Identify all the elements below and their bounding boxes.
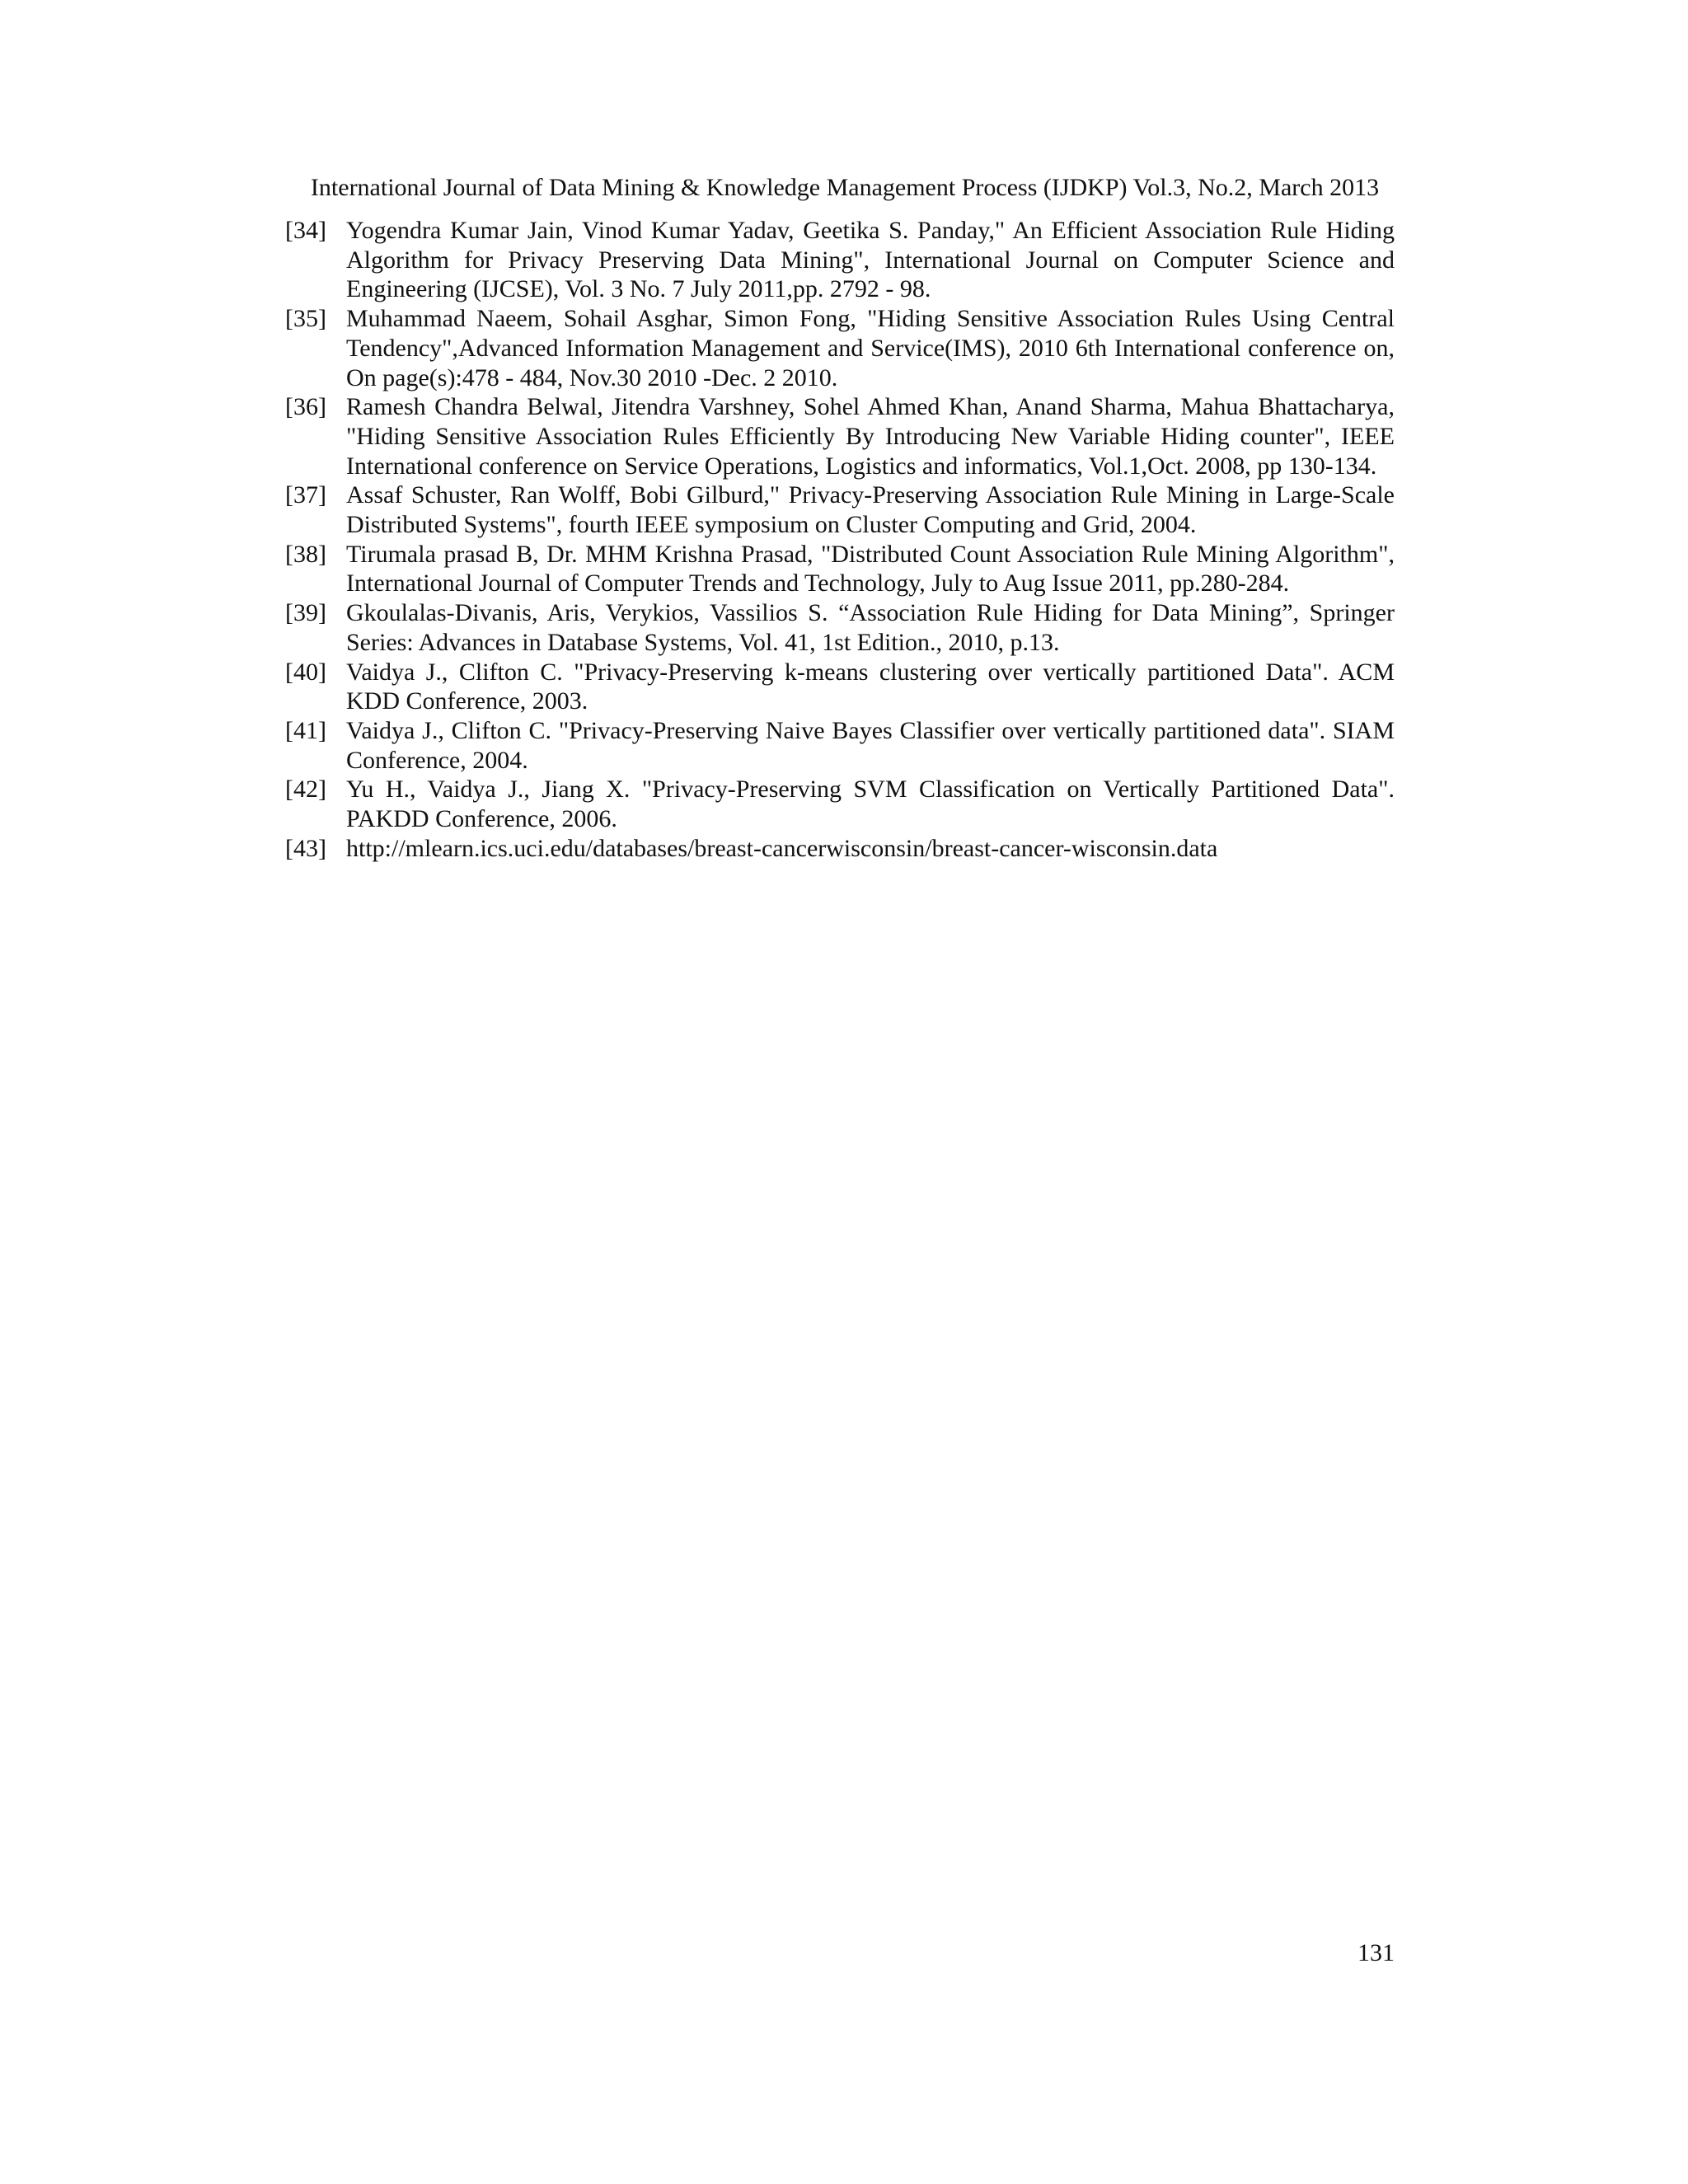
reference-item: [285, 658, 1395, 716]
reference-number: [34]: [285, 217, 326, 244]
reference-item: [285, 480, 1395, 539]
reference-number: [39]: [285, 599, 326, 627]
reference-text: Assaf Schuster, Ran Wolff, Bobi Gilburd," Privacy-Preserving Association Rule Mining in Large-Scale Distributed Systems", fourth IEEE symposium on Cluster Computing and Grid, 2004.: [346, 481, 1395, 539]
reference-text: Yu H., Vaidya J., Jiang X. "Privacy-Preserving SVM Classification on Vertically Partitioned Data". PAKDD Conference, 2006.: [346, 776, 1395, 833]
reference-item: [285, 598, 1395, 657]
reference-text: Muhammad Naeem, Sohail Asghar, Simon Fong, "Hiding Sensitive Association Rules Using Central Tendency",Advanced Information Management and Service(IMS), 2010 6th International conference on, On page(s):478 - 484, Nov.30 2010 -Dec. 2 2010.: [346, 305, 1395, 391]
reference-number: [43]: [285, 834, 326, 862]
reference-number: [42]: [285, 776, 326, 804]
reference-number: [41]: [285, 716, 326, 744]
reference-item: [285, 834, 1395, 864]
reference-item: [285, 392, 1395, 480]
reference-item: [285, 216, 1395, 304]
page-number: 131: [1357, 1939, 1395, 1966]
reference-url[interactable]: http://mlearn.ics.uci.edu/databases/breast-cancerwisconsin/breast-cancer-wisconsin.data: [346, 834, 1218, 862]
reference-number: [35]: [285, 305, 326, 333]
running-header: International Journal of Data Mining & Knowledge Management Process (IJDKP) Vol.3, No.2, March 2013: [310, 174, 1380, 201]
reference-number: [37]: [285, 481, 326, 509]
reference-item: [285, 716, 1395, 775]
reference-text: Vaidya J., Clifton C. "Privacy-Preserving Naive Bayes Classifier over vertically partitioned data". SIAM Conference, 2004.: [346, 716, 1395, 774]
reference-item: [285, 540, 1395, 598]
reference-number: [36]: [285, 393, 326, 421]
reference-number: [40]: [285, 658, 326, 686]
reference-text: Gkoulalas-Divanis, Aris, Verykios, Vassilios S. “Association Rule Hiding for Data Mining”, Springer Series: Advances in Database Systems, Vol. 41, 1st Edition., 2010, p.13.: [346, 599, 1395, 656]
reference-text: Tirumala prasad B, Dr. MHM Krishna Prasad, "Distributed Count Association Rule Mining Algorithm", International Journal of Computer Trends and Technology, July to Aug Issue 2011, pp.280-284.: [346, 540, 1395, 598]
reference-item: [285, 304, 1395, 392]
reference-text: Vaidya J., Clifton C. "Privacy-Preserving k-means clustering over vertically partitioned Data". ACM KDD Conference, 2003.: [346, 658, 1395, 715]
reference-text: Ramesh Chandra Belwal, Jitendra Varshney, Sohel Ahmed Khan, Anand Sharma, Mahua Bhattacharya, "Hiding Sensitive Association Rules Efficiently By Introducing New Variable Hiding counter", IEEE International conference on Service Operations, Logistics and informatics, Vol.1,Oct. 2008, pp 130-134.: [346, 393, 1395, 480]
reference-number: [38]: [285, 540, 326, 568]
reference-item: [285, 775, 1395, 833]
reference-list: [285, 216, 1395, 863]
reference-text: Yogendra Kumar Jain, Vinod Kumar Yadav, Geetika S. Panday," An Efficient Association Rule Hiding Algorithm for Privacy Preserving Data Mining", International Journal on Computer Science and Engineering (IJCSE), Vol. 3 No. 7 July 2011,pp. 2792 - 98.: [346, 217, 1395, 303]
